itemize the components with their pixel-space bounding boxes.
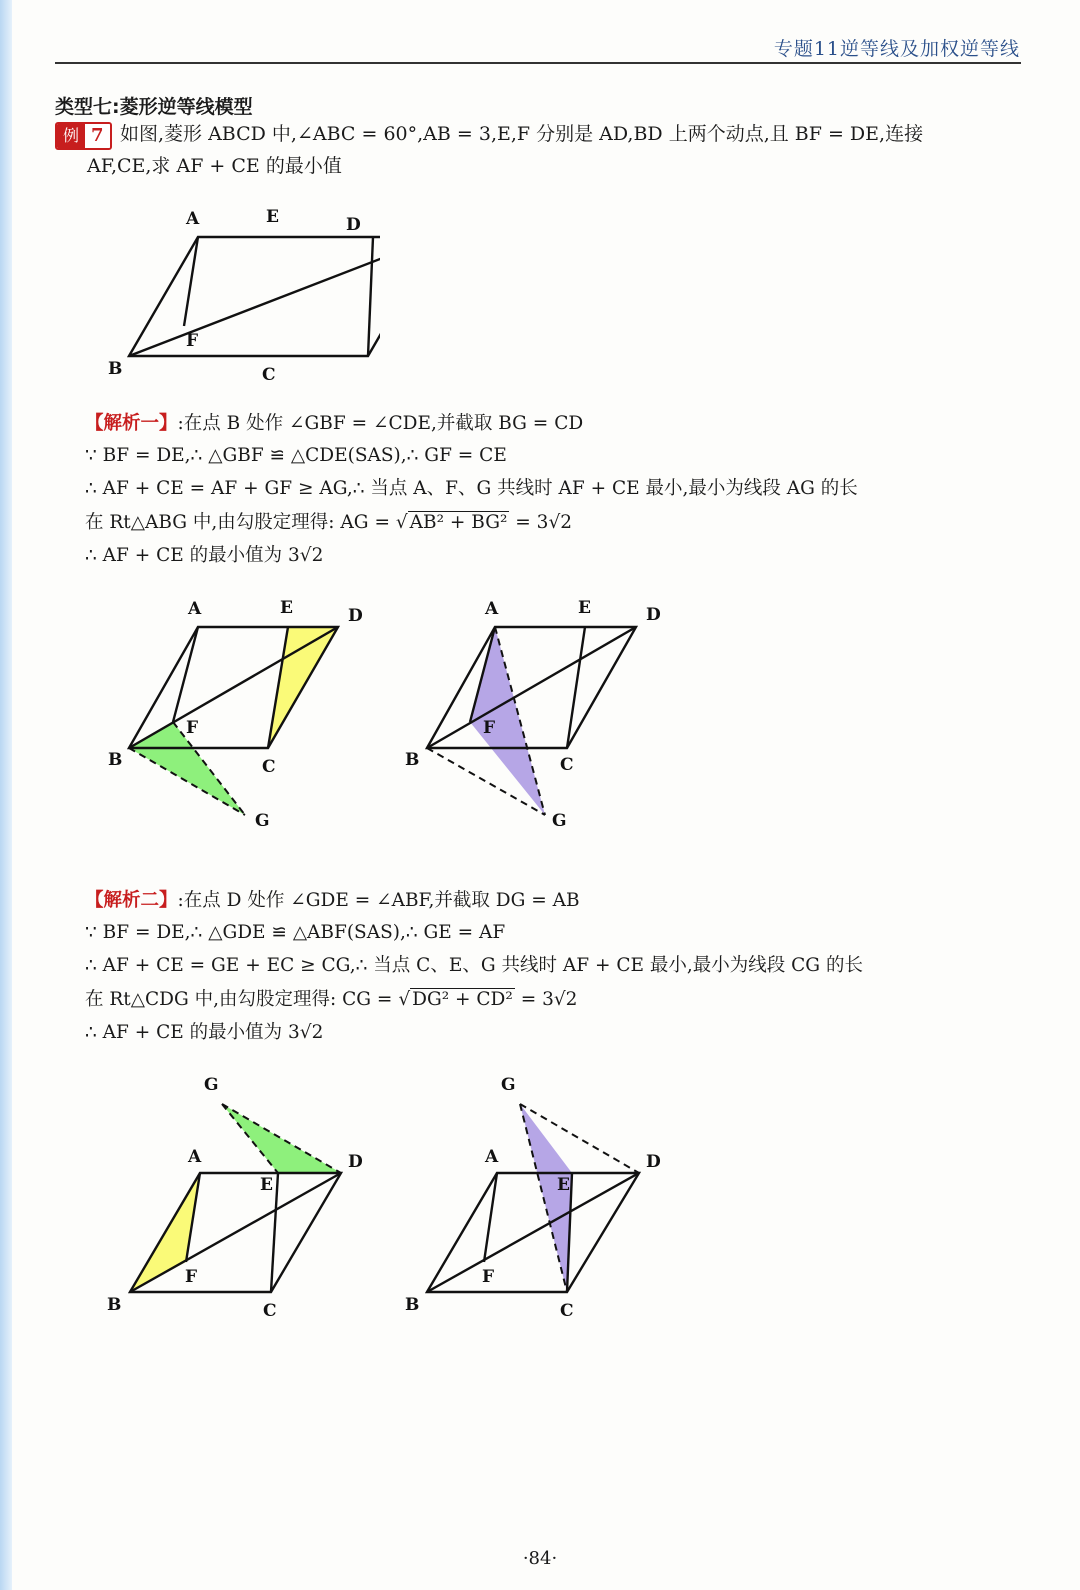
page-number: ·84· bbox=[522, 1548, 558, 1569]
label-f: F bbox=[185, 1267, 198, 1287]
solution1-line-4-prefix: 在 Rt△ABG 中,由勾股定理得: AG = bbox=[85, 512, 396, 533]
label-f: F bbox=[186, 331, 199, 351]
section-heading: 类型七:菱形逆等线模型 bbox=[55, 96, 253, 118]
label-d: D bbox=[646, 605, 661, 625]
rhombus-outline bbox=[129, 237, 380, 356]
label-e: E bbox=[578, 598, 591, 618]
label-b: B bbox=[405, 750, 420, 770]
label-c: C bbox=[560, 1301, 574, 1321]
label-e: E bbox=[280, 598, 293, 618]
solution2-line-4-suffix: = 3√2 bbox=[514, 989, 578, 1010]
solution2-line-2: ∵ BF = DE,∴ △GDE ≌ △ABF(SAS),∴ GE = AF bbox=[85, 922, 506, 943]
label-e: E bbox=[260, 1175, 273, 1195]
solution1-line-1-text: :在点 B 处作 ∠GBF = ∠CDE,并截取 BG = CD bbox=[177, 413, 584, 434]
diagonal-bd bbox=[129, 237, 380, 356]
label-e: E bbox=[266, 207, 279, 227]
label-a: A bbox=[485, 1147, 499, 1167]
example-badge-label: 例 bbox=[57, 124, 85, 148]
label-a: A bbox=[188, 599, 202, 619]
figure-solution1-left bbox=[100, 590, 380, 840]
label-a: A bbox=[485, 599, 499, 619]
label-c: C bbox=[263, 1301, 277, 1321]
solution1-line-3: ∴ AF + CE = AF + GF ≥ AG,∴ 当点 A、F、G 共线时 AF + CE 最小,最小为线段 AG 的长 bbox=[85, 478, 858, 499]
solution2-line-1-text: :在点 D 处作 ∠GDE = ∠ABF,并截取 DG = AB bbox=[177, 890, 580, 911]
label-d: D bbox=[348, 1152, 363, 1172]
label-d: D bbox=[348, 606, 363, 626]
label-b: B bbox=[107, 1295, 122, 1315]
label-f: F bbox=[482, 1267, 495, 1287]
figure-solution2-left bbox=[100, 1070, 390, 1330]
header-rule bbox=[55, 62, 1021, 64]
solution1-line-2: ∵ BF = DE,∴ △GBF ≌ △CDE(SAS),∴ GF = CE bbox=[85, 445, 507, 466]
diagonal-bd bbox=[129, 627, 338, 748]
example-badge bbox=[55, 122, 112, 150]
label-b: B bbox=[405, 1295, 420, 1315]
label-g: G bbox=[552, 811, 567, 831]
segment-af bbox=[173, 627, 198, 722]
solution2-line-1 bbox=[85, 888, 580, 914]
triangle-gde-green bbox=[222, 1104, 341, 1173]
figure-rhombus bbox=[100, 200, 380, 390]
solution1-line-5: ∴ AF + CE 的最小值为 3√2 bbox=[85, 545, 324, 566]
solution1-tag: 【解析一】 bbox=[85, 413, 178, 434]
diagonal-bd bbox=[427, 627, 636, 748]
solution2-line-4-prefix: 在 Rt△CDG 中,由勾股定理得: CG = bbox=[85, 989, 399, 1010]
label-f: F bbox=[483, 718, 496, 738]
label-g: G bbox=[501, 1075, 516, 1095]
solution1-line-4: 在 Rt△ABG 中,由勾股定理得: AG = √ AB² + BG² = 3√2 bbox=[85, 512, 572, 533]
label-c: C bbox=[560, 755, 574, 775]
label-d: D bbox=[346, 215, 361, 235]
figure-solution2-right bbox=[400, 1070, 690, 1330]
label-c: C bbox=[262, 757, 276, 777]
solution2-line-5: ∴ AF + CE 的最小值为 3√2 bbox=[85, 1022, 324, 1043]
solution1-radicand: AB² + BG² bbox=[409, 512, 508, 533]
solution2-line-3: ∴ AF + CE = GE + EC ≥ CG,∴ 当点 C、E、G 共线时 AF + CE 最小,最小为线段 CG 的长 bbox=[85, 955, 863, 976]
label-f: F bbox=[186, 718, 199, 738]
label-d: D bbox=[646, 1152, 661, 1172]
page-left-edge bbox=[0, 0, 12, 1590]
label-g: G bbox=[255, 811, 270, 831]
label-g: G bbox=[204, 1075, 219, 1095]
diagonal-bd bbox=[427, 1173, 639, 1292]
header-title: 专题11逆等线及加权逆等线 bbox=[773, 38, 1020, 60]
label-b: B bbox=[108, 750, 123, 770]
label-c: C bbox=[262, 365, 276, 385]
question-line-2: AF,CE,求 AF + CE 的最小值 bbox=[87, 155, 342, 177]
diagonal-bd bbox=[130, 1173, 341, 1292]
solution1-line-1 bbox=[85, 411, 583, 437]
label-e: E bbox=[557, 1175, 570, 1195]
label-a: A bbox=[186, 209, 200, 229]
question-line-1: 如图,菱形 ABCD 中,∠ABC = 60°,AB = 3,E,F 分别是 AD,BD 上两个动点,且 BF = DE,连接 bbox=[120, 123, 924, 145]
example-badge-number: 7 bbox=[85, 124, 110, 148]
label-b: B bbox=[108, 359, 123, 379]
solution2-radicand: DG² + CD² bbox=[412, 989, 513, 1010]
triangle-afg-purple bbox=[470, 627, 545, 815]
segment-ce bbox=[368, 237, 373, 356]
solution2-tag: 【解析二】 bbox=[85, 890, 178, 911]
figure-solution1-right bbox=[400, 590, 680, 840]
label-a: A bbox=[188, 1147, 202, 1167]
solution2-line-4: 在 Rt△CDG 中,由勾股定理得: CG = √ DG² + CD² = 3√2 bbox=[85, 989, 578, 1010]
solution1-line-4-suffix: = 3√2 bbox=[509, 512, 572, 533]
